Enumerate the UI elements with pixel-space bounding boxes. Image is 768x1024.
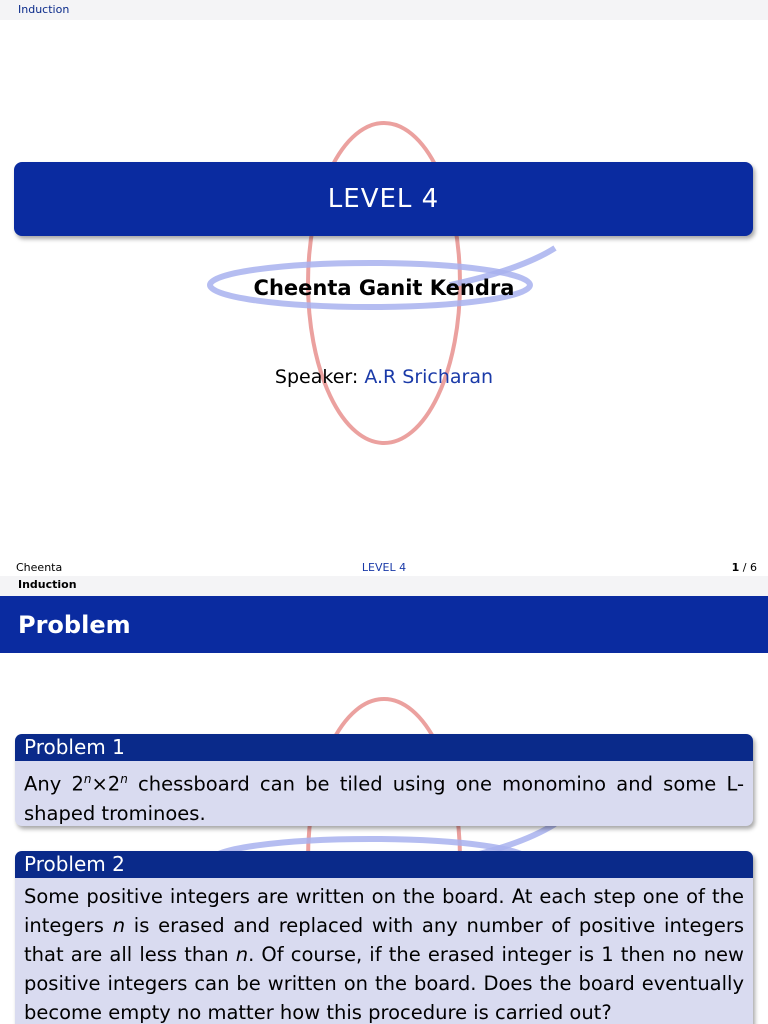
times-symbol: ×2 bbox=[91, 772, 121, 796]
footer-short-title: LEVEL 4 bbox=[361, 561, 407, 574]
footline bbox=[0, 560, 768, 576]
speaker-line bbox=[0, 366, 768, 388]
footer-page-number bbox=[732, 561, 757, 574]
body-text: chessboard can be tiled using one monomino and some L-shaped trominoes. bbox=[24, 772, 745, 825]
institute-name: Cheenta Ganit Kendra bbox=[253, 276, 515, 300]
presentation-title: LEVEL 4 bbox=[327, 184, 440, 214]
footer-short-author: Cheenta bbox=[16, 561, 63, 574]
headline-section[interactable]: Induction bbox=[18, 3, 70, 16]
speaker-name: A.R Sricharan bbox=[364, 366, 494, 388]
body-text: is erased and replaced with any number of positive integers that are all less than bbox=[24, 914, 744, 966]
block-body bbox=[15, 878, 753, 1024]
math-variable: n bbox=[112, 914, 126, 937]
block-body bbox=[15, 761, 753, 826]
math-variable: n bbox=[235, 943, 249, 966]
title-box bbox=[14, 162, 753, 236]
problem-block-2 bbox=[15, 851, 753, 1024]
frame-title-bar bbox=[0, 596, 768, 653]
block-title: Problem 1 bbox=[15, 734, 753, 761]
frame-title: Problem bbox=[18, 611, 131, 639]
problem-slide bbox=[0, 576, 768, 1024]
exponent: n bbox=[120, 772, 128, 786]
speaker-label: Speaker: bbox=[274, 366, 359, 388]
headline-bar bbox=[0, 0, 768, 20]
headline-bar bbox=[0, 576, 768, 596]
block-title: Problem 2 bbox=[15, 851, 753, 878]
page-total: 6 bbox=[750, 561, 757, 574]
body-text: . Of course, if the erased integer is 1 then no new positive integers can be written on the board. Does the board eventually become empty no matter how this procedure is carried out? bbox=[24, 943, 744, 1024]
body-text: Some positive integers are written on the board. At each step one of the integers bbox=[24, 885, 744, 937]
body-text: Any 2 bbox=[24, 772, 84, 796]
exponent: n bbox=[83, 772, 92, 786]
problem-block-1 bbox=[15, 734, 753, 826]
page-separator: / bbox=[742, 561, 747, 574]
headline-section[interactable]: Induction bbox=[18, 578, 77, 591]
page-current: 1 bbox=[731, 561, 740, 574]
